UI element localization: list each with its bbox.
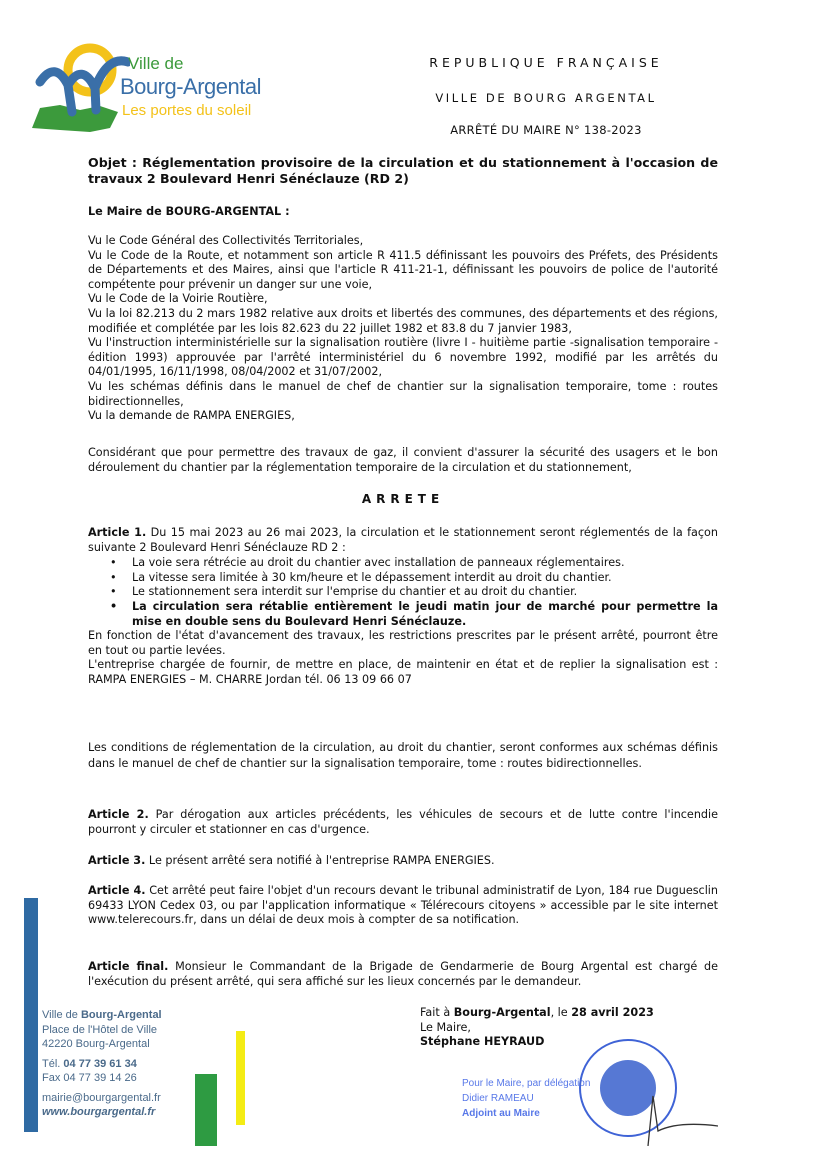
mayor-intro: Le Maire de BOURG-ARGENTAL : bbox=[88, 205, 290, 218]
footer-blue-bar bbox=[24, 898, 38, 1132]
official-stamp-icon bbox=[578, 1036, 718, 1146]
signer-role: Le Maire, bbox=[420, 1020, 471, 1034]
legal-basis-item: Vu le Code de la Route, et notamment son article R 411.5 définissant les pouvoirs des Préfets, des Présidents de Départements et des Maires, ainsi que l'article R 411-21-1, définissant les pouvoirs de police de l'autorité compétente pour prévenir un danger sur une voie, bbox=[88, 248, 718, 291]
footer-tel: 04 77 39 61 34 bbox=[63, 1057, 137, 1070]
footer-website-link[interactable]: www.bourgargental.fr bbox=[42, 1106, 156, 1118]
legal-basis-item: Vu la loi 82.213 du 2 mars 1982 relative aux droits et libertés des communes, des départements et des régions, modifiée et complétée par les lois 82.623 du 22 juillet 1982 et 83.8 du 7 janvier 1983, bbox=[88, 306, 718, 335]
article-4 bbox=[88, 884, 718, 928]
logo-line1: Ville de bbox=[128, 54, 184, 73]
deputy-role: Adjoint au Maire bbox=[462, 1108, 540, 1119]
logo-emblem-icon bbox=[30, 40, 130, 135]
delegation-block bbox=[462, 1076, 590, 1121]
article-1-bullet: • La vitesse sera limitée à 30 km/heure et le dépassement interdit au droit du chantier. bbox=[132, 571, 718, 586]
article-1-label: Article 1. bbox=[88, 526, 147, 539]
article-1 bbox=[88, 526, 718, 688]
footer-yellow-bar bbox=[236, 1031, 245, 1125]
article-4-text: Cet arrêté peut faire l'objet d'un recours devant le tribunal administratif de Lyon, 184 rue Duguesclin 69433 LYON Cedex 03, ou par l'application informatique « Télérecours citoyens » accessible par le site internet www.telerecours.fr, dans un délai de deux mois à compter de sa notification. bbox=[88, 884, 719, 927]
object-section bbox=[88, 155, 718, 187]
footer-contact bbox=[42, 1008, 162, 1120]
article-4-label: Article 4. bbox=[88, 884, 146, 897]
footer-town: Bourg-Argental bbox=[80, 1009, 162, 1021]
logo-tagline: Les portes du soleil bbox=[122, 102, 252, 119]
footer-ville: Ville de bbox=[42, 1009, 78, 1021]
article-1-intro: Du 15 mai 2023 au 26 mai 2023, la circulation et le stationnement seront réglementés de la façon suivante 2 Boulevard Henri Sénéclauze RD 2 : bbox=[88, 526, 718, 554]
considering-paragraph: Considérant que pour permettre des travaux de gaz, il convient d'assurer la sécurité des usagers et le bon déroulement du chantier par la réglementation temporaire de la circulation et du stationnement, bbox=[88, 446, 718, 474]
footer-address: Place de l'Hôtel de Ville bbox=[42, 1023, 158, 1036]
legal-basis-item: Vu le Code de la Voirie Routière, bbox=[88, 292, 268, 306]
article-1-bold-bullet: • La circulation sera rétablie entièrement le jeudi matin jour de marché pour permettre la mise en double sens du Boulevard Henri Sénéclauze. bbox=[132, 600, 718, 629]
deputy-name: Didier RAMEAU bbox=[462, 1093, 534, 1104]
legal-basis-item: Vu les schémas définis dans le manuel de chef de chantier sur la signalisation temporaire, tome : routes bidirectionnelles, bbox=[88, 379, 718, 408]
article-1-paragraph: L'entreprise chargée de fournir, de mettre en place, de maintenir en état et de replier la signalisation est : RAMPA ENERGIES – M. CHARRE Jordan tél. 06 13 09 66 07 bbox=[88, 658, 718, 686]
object-text: Réglementation provisoire de la circulation et du stationnement à l'occasion de travaux 2 Boulevard Henri Sénéclauze (RD 2) bbox=[88, 155, 718, 186]
legal-basis bbox=[88, 234, 718, 424]
article-final bbox=[88, 960, 718, 989]
footer-email-link[interactable]: mairie@bourgargental.fr bbox=[42, 1091, 161, 1104]
article-1-bullet: • La voie sera rétrécie au droit du chantier avec installation de panneaux réglementaires. bbox=[132, 556, 718, 571]
article-final-label: Article final. bbox=[88, 960, 169, 973]
signer-name: Stéphane HEYRAUD bbox=[420, 1035, 545, 1049]
signature-place: Bourg-Argental bbox=[453, 1006, 551, 1019]
signature-date: 28 avril 2023 bbox=[571, 1006, 654, 1019]
country-heading: REPUBLIQUE FRANÇAISE bbox=[429, 55, 663, 70]
article-2 bbox=[88, 808, 718, 837]
object-label: Objet : bbox=[88, 155, 137, 170]
article-1-paragraph: En fonction de l'état d'avancement des travaux, les restrictions prescrites par le présent arrêté, pourront être en tout ou partie levées. bbox=[88, 629, 718, 657]
article-3-label: Article 3. bbox=[88, 854, 146, 867]
article-2-label: Article 2. bbox=[88, 808, 149, 821]
article-1-bullet: • Le stationnement sera interdit sur l'emprise du chantier et au droit du chantier. bbox=[132, 585, 718, 600]
footer-tel-label: Tél. bbox=[42, 1057, 61, 1070]
logo-line2: Bourg-Argental bbox=[120, 74, 261, 99]
town-logo bbox=[30, 40, 290, 140]
legal-basis-item: Vu le Code Général des Collectivités Territoriales, bbox=[88, 234, 364, 247]
date-prefix: , le bbox=[550, 1006, 568, 1019]
article-3 bbox=[88, 854, 718, 869]
legal-basis-item: Vu l'instruction interministérielle sur la signalisation routière (livre I - huitième partie -signalisation temporaire - édition 1993) approuvée par l'arrêté interministériel du 6 novembre 1992, modifié par les arrêtés du 04/01/1995, 16/11/1998, 08/04/2002 et 31/07/2002, bbox=[88, 336, 718, 379]
delegation-text: Pour le Maire, par délégation bbox=[462, 1078, 591, 1089]
footer-postcode: 42220 Bourg-Argental bbox=[42, 1038, 150, 1050]
arrete-title: ARRETE bbox=[361, 492, 445, 506]
article-3-text: Le présent arrêté sera notifié à l'entreprise RAMPA ENERGIES. bbox=[148, 854, 495, 867]
town-heading: VILLE DE BOURG ARGENTAL bbox=[435, 91, 657, 105]
footer-green-bar bbox=[195, 1074, 217, 1146]
footer-fax: Fax 04 77 39 14 26 bbox=[42, 1072, 137, 1084]
decree-number: ARRÊTÉ DU MAIRE N° 138-2023 bbox=[450, 123, 642, 137]
article-2-text: Par dérogation aux articles précédents, les véhicules de secours et de lutte contre l'incendie pourront y circuler et stationner en cas d'urgence. bbox=[88, 808, 719, 836]
made-at: Fait à bbox=[420, 1006, 451, 1019]
article-final-text: Monsieur le Commandant de la Brigade de Gendarmerie de Bourg Argental est chargé de l'exécution du présent arrêté, qui sera affiché sur les lieux concernés par le demandeur. bbox=[88, 960, 718, 988]
article-1-paragraph: Les conditions de réglementation de la circulation, au droit du chantier, seront conformes aux schémas définis dans le manuel de chef de chantier sur la signalisation temporaire, tome : routes bidirectionnelles. bbox=[88, 741, 718, 770]
legal-basis-item: Vu la demande de RAMPA ENERGIES, bbox=[88, 409, 295, 423]
